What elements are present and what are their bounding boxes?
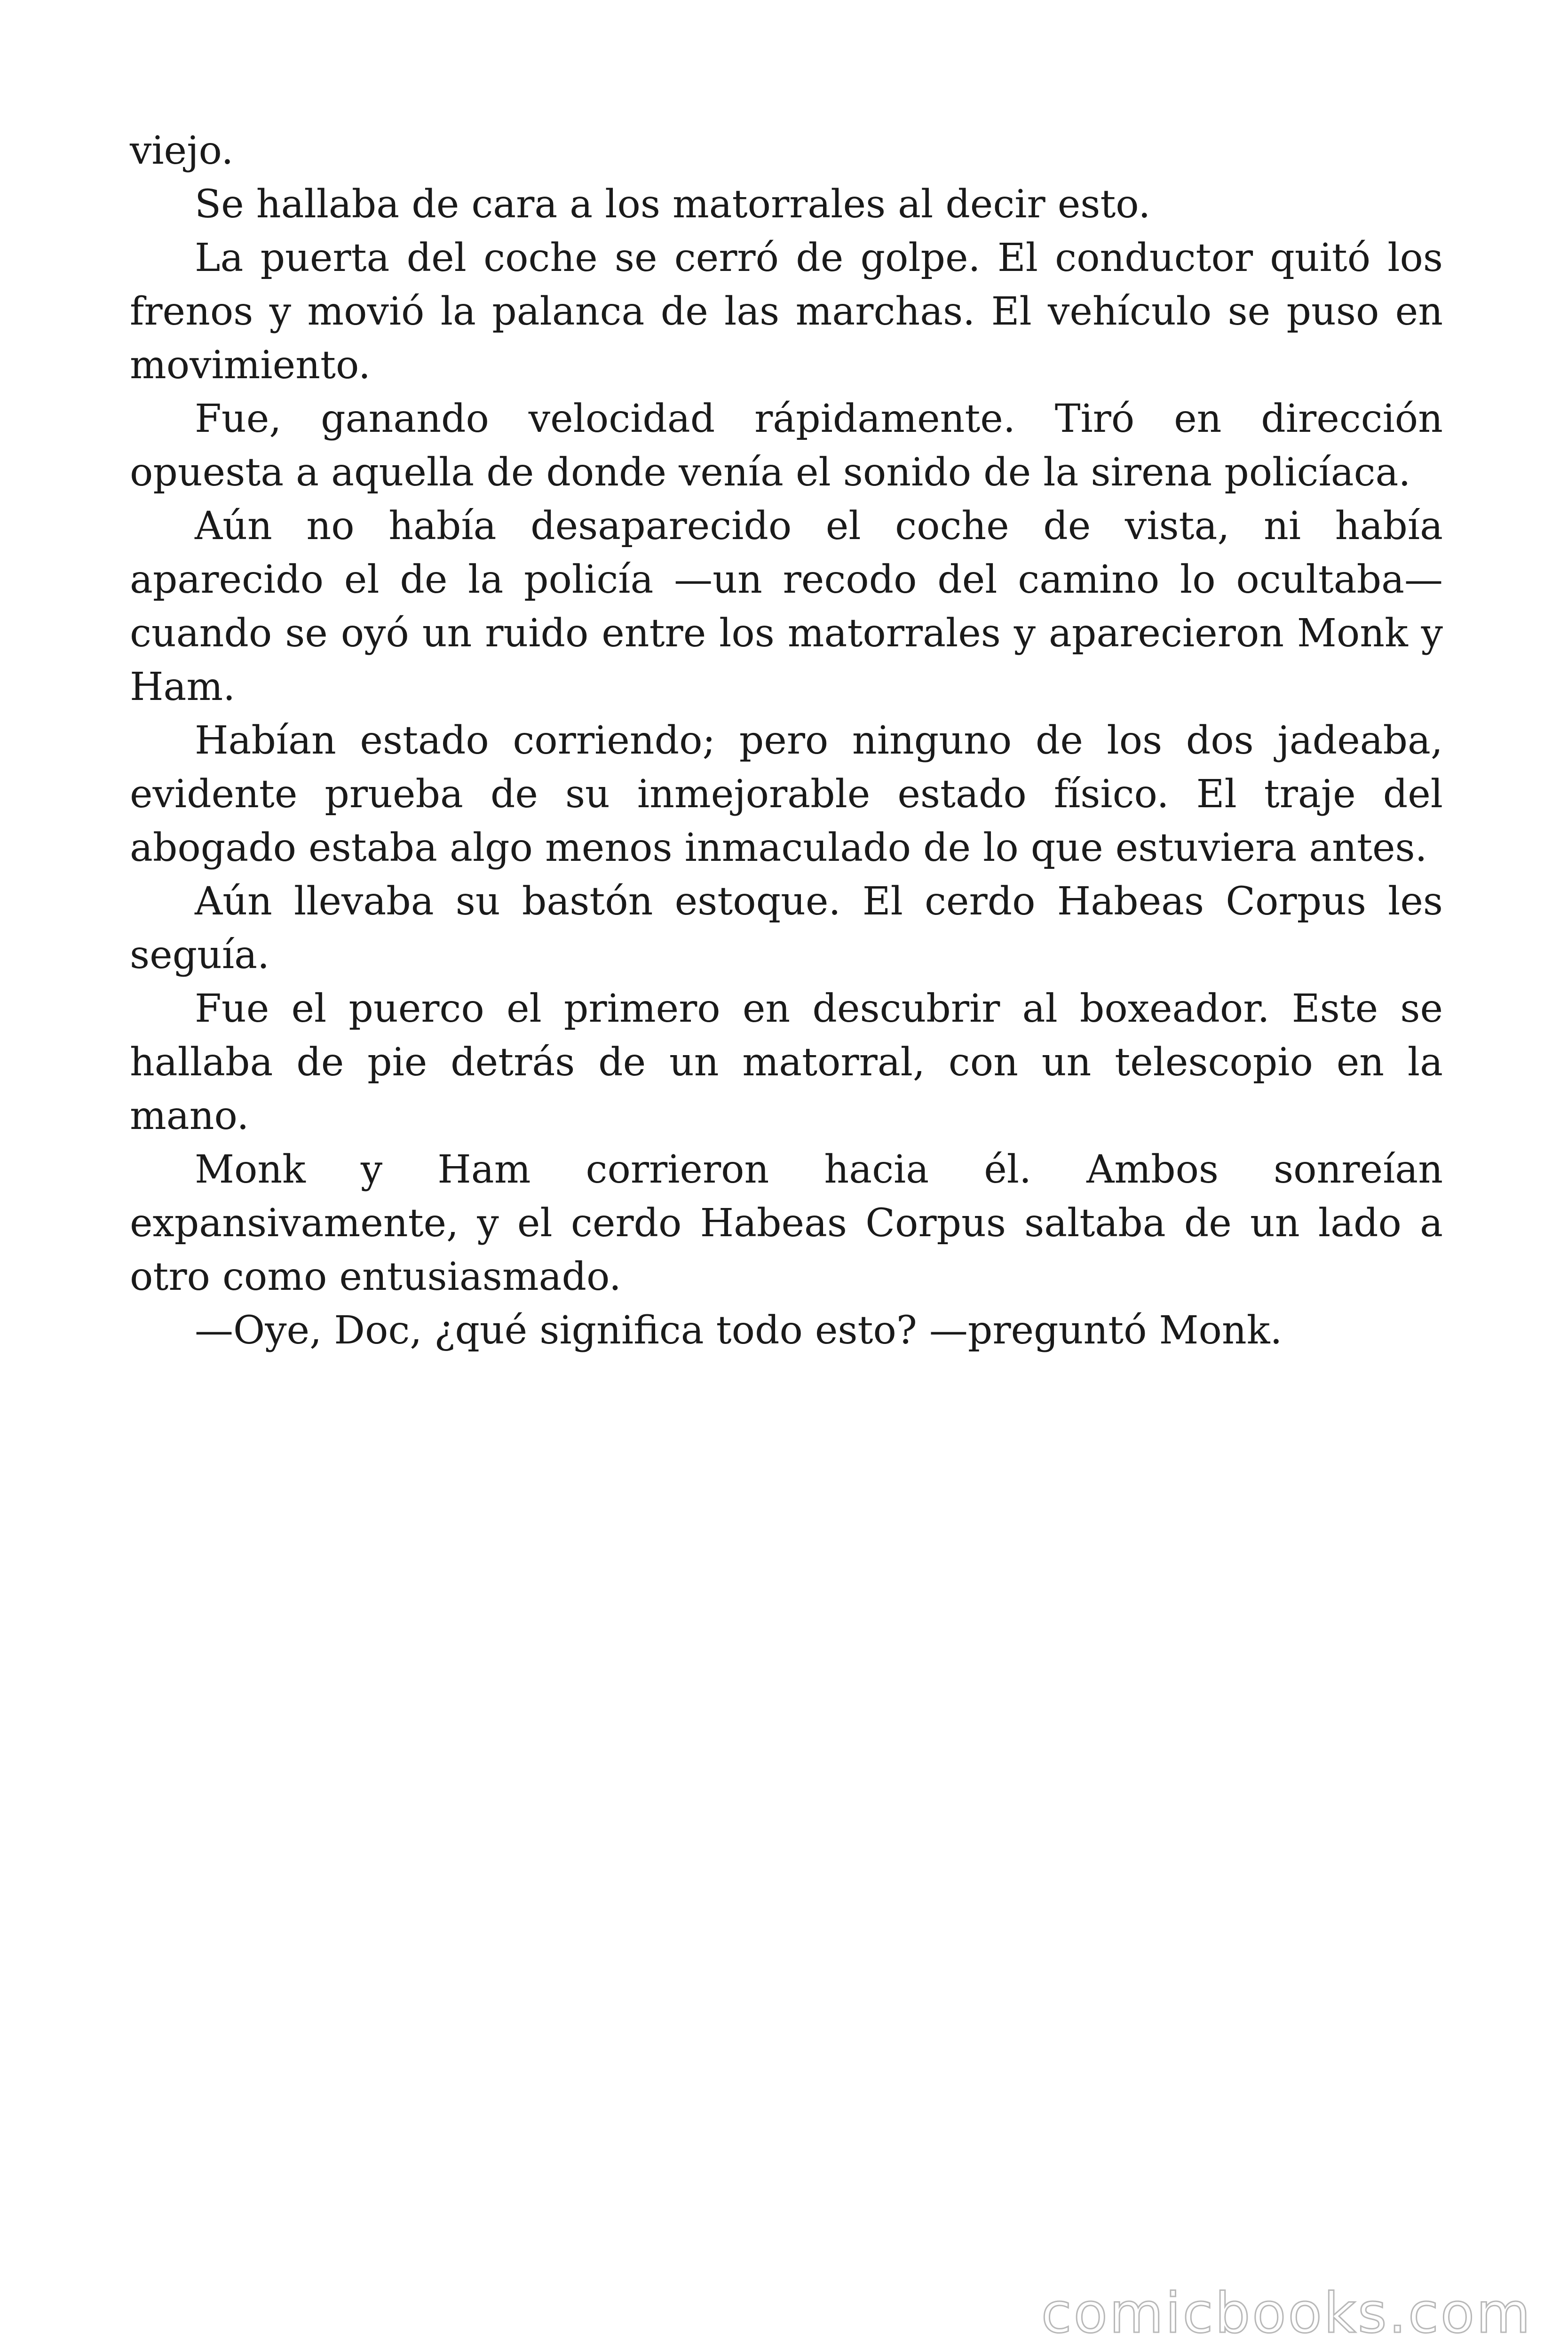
paragraph: Fue el puerco el primero en descubrir al boxeador. Este se hallaba de pie detrás de un matorral, con un telescopio en la mano. [130,986,1443,1138]
paragraph: —Oye, Doc, ¿qué significa todo esto? —preguntó Monk. [195,1308,1283,1353]
paragraph: Se hallaba de cara a los matorrales al decir esto. [195,182,1151,227]
paragraph: Aún no había desaparecido el coche de vista, ni había aparecido el de la policía —un recodo del camino lo ocultaba— cuando se oyó un ruido entre los matorrales y aparecieron Monk y Ham. [130,504,1443,709]
paragraph: Monk y Ham corrieron hacia él. Ambos sonreían expansivamente, y el cerdo Habeas Corpus saltaba de un lado a otro como entusiasmado. [130,1147,1443,1299]
paragraph: Fue, ganando velocidad rápidamente. Tiró en dirección opuesta a aquella de donde venía el sonido de la sirena policíaca. [130,397,1443,495]
paragraph: viejo. [130,128,234,173]
body-text [130,124,1443,1358]
paragraph: La puerta del coche se cerró de golpe. El conductor quitó los frenos y movió la palanca de las marchas. El vehículo se puso en movimiento. [130,236,1443,388]
watermark: comicbooks.com [1041,2280,1532,2345]
paragraph: Habían estado corriendo; pero ninguno de los dos jadeaba, evidente prueba de su inmejorable estado físico. El traje del abogado estaba algo menos inmaculado de lo que estuviera antes. [130,718,1443,870]
paragraph: Aún llevaba su bastón estoque. El cerdo Habeas Corpus les seguía. [130,879,1443,977]
